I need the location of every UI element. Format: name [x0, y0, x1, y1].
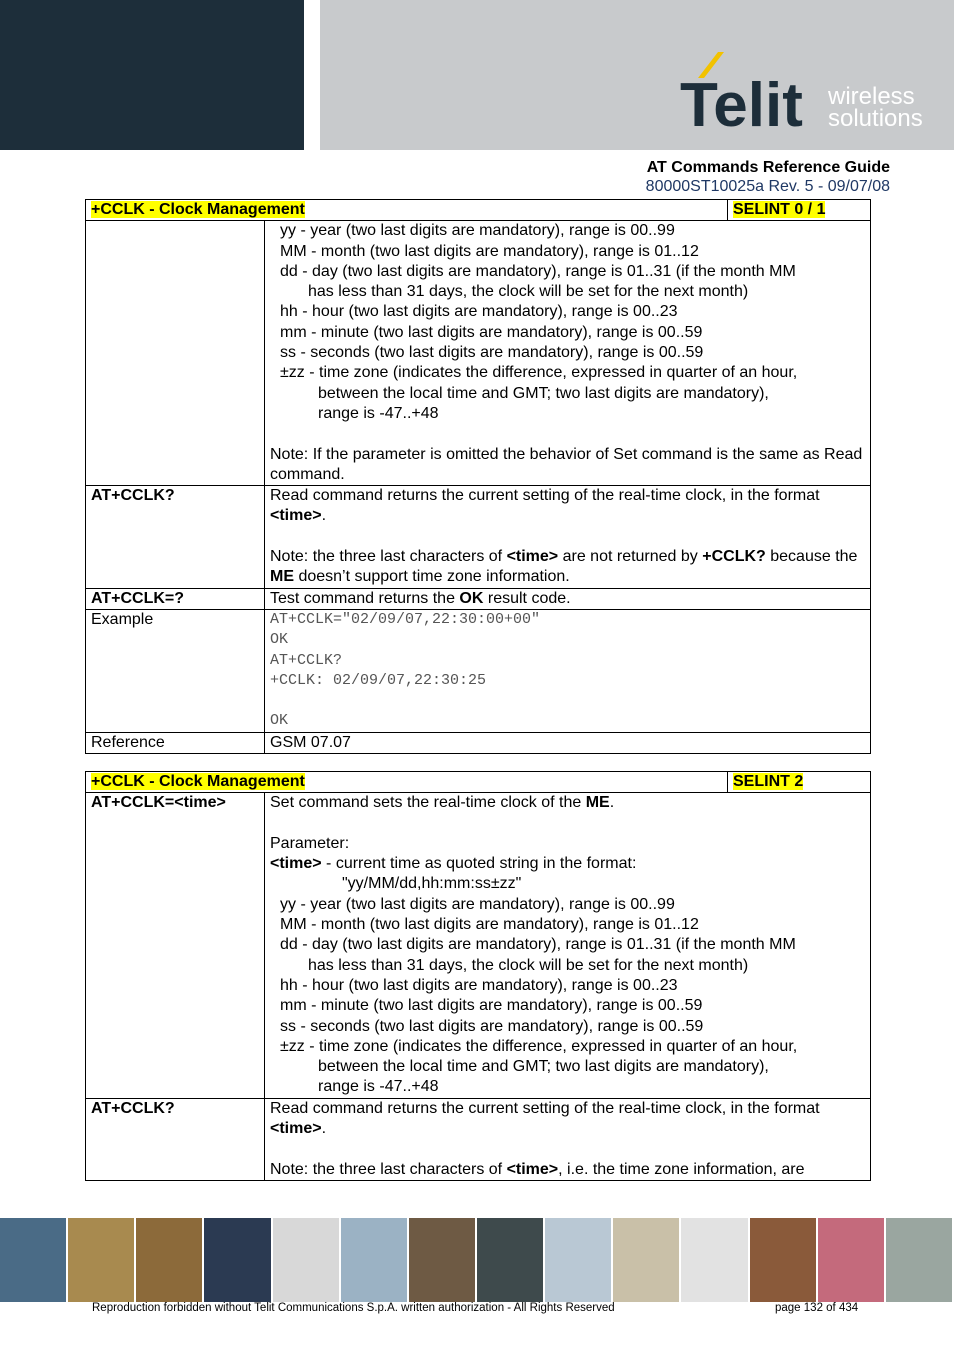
logo-tagline-2: solutions: [828, 105, 923, 132]
command-description: Set command sets the real-time clock of the ME.: [270, 794, 615, 812]
param-line: mm - minute (two last digits are mandatory), range is 00..59: [280, 323, 703, 341]
example-label: Example: [91, 610, 154, 628]
param-line: ±zz - time zone (indicates the difference, expressed in quarter of an hour,: [280, 1037, 798, 1055]
footer-photo: [477, 1218, 545, 1302]
command-description: Read command returns the current setting of the real-time clock, in the format <time>.: [270, 1099, 820, 1138]
param-line: between the local time and GMT; two last digits are mandatory),: [318, 1058, 769, 1076]
param-line: between the local time and GMT; two last digits are mandatory),: [318, 384, 769, 402]
command-name: AT+CCLK?: [91, 1099, 175, 1117]
table-header-row: [86, 200, 871, 221]
param-line: has less than 31 days, the clock will be set for the next month): [308, 283, 749, 301]
header-dark-panel: [0, 0, 304, 150]
param-line: ss - seconds (two last digits are mandatory), range is 00..59: [280, 1017, 704, 1035]
param-line: hh - hour (two last digits are mandatory), range is 00..23: [280, 303, 678, 321]
command-name: AT+CCLK=<time>: [91, 794, 226, 812]
param-line: ss - seconds (two last digits are mandatory), range is 00..59: [280, 344, 704, 362]
table-title: +CCLK - Clock Management: [91, 773, 305, 790]
footer-photo: [681, 1218, 749, 1302]
table-row: [86, 793, 871, 1098]
footer-photo: [750, 1218, 818, 1302]
param-line: ±zz - time zone (indicates the difference, expressed in quarter of an hour,: [280, 364, 798, 382]
command-name: AT+CCLK=?: [91, 589, 185, 607]
footer-photo: [613, 1218, 681, 1302]
selint-badge: SELINT 0 / 1: [733, 201, 826, 218]
telit-logo: [680, 48, 940, 138]
param-line: range is -47..+48: [318, 1078, 439, 1096]
footer-copyright: Reproduction forbidden without Telit Communications S.p.A. written authorization - All Rights Reserved: [92, 1302, 615, 1314]
param-line: yy - year (two last digits are mandatory), range is 00..99: [280, 895, 675, 913]
param-line: hh - hour (two last digits are mandatory), range is 00..23: [280, 976, 678, 994]
table-row: [86, 732, 871, 753]
param-line: yy - year (two last digits are mandatory), range is 00..99: [280, 222, 675, 240]
table-row: [86, 486, 871, 588]
param-line: MM - month (two last digits are mandatory), range is 01..12: [280, 916, 699, 934]
param-line: range is -47..+48: [318, 404, 439, 422]
example-line: AT+CCLK="02/09/07,22:30:00+00": [270, 610, 541, 628]
footer-photo: [341, 1218, 409, 1302]
footer-photo: [136, 1218, 204, 1302]
command-name: AT+CCLK?: [91, 487, 175, 505]
table-row: [86, 221, 871, 486]
param-line: mm - minute (two last digits are mandatory), range is 00..59: [280, 997, 703, 1015]
note: Note: the three last characters of <time>, i.e. the time zone information, are: [270, 1160, 805, 1178]
note: Note: the three last characters of <time> are not returned by +CCLK? because the ME doesn’t support time zone information.: [270, 548, 858, 586]
parameter-description: <time> - current time as quoted string in the format:: [270, 855, 637, 873]
footer-photo: [818, 1218, 886, 1302]
command-description: Test command returns the OK result code.: [265, 588, 871, 609]
table-row: [86, 1098, 871, 1180]
footer-photo-strip: [0, 1218, 954, 1302]
page-number: page 132 of 434: [775, 1302, 859, 1314]
example-line: OK: [270, 631, 289, 649]
parameter-format: "yy/MM/dd,hh:mm:ss±zz": [342, 875, 522, 893]
footer-photo: [204, 1218, 272, 1302]
parameter-label: Parameter:: [270, 834, 350, 852]
param-line: dd - day (two last digits are mandatory), range is 01..31 (if the month MM: [280, 936, 796, 954]
footer-photo: [0, 1218, 68, 1302]
footer-photo: [273, 1218, 341, 1302]
doc-title: AT Commands Reference Guide: [646, 159, 890, 176]
footer-photo: [68, 1218, 136, 1302]
footer-photo: [886, 1218, 954, 1302]
param-line: dd - day (two last digits are mandatory), range is 01..31 (if the month MM: [280, 262, 796, 280]
param-line: MM - month (two last digits are mandatory), range is 01..12: [280, 242, 699, 260]
footer-photo: [409, 1218, 477, 1302]
example-line: OK: [270, 712, 289, 730]
cclk-table-selint-0-1: [85, 199, 871, 754]
reference-value: GSM 07.07: [270, 733, 351, 751]
note: Note: If the parameter is omitted the behavior of Set command is the same as Read command.: [270, 445, 863, 483]
table-row: [86, 588, 871, 609]
example-line: AT+CCLK?: [270, 651, 343, 669]
param-line: has less than 31 days, the clock will be set for the next month): [308, 956, 749, 974]
example-line: +CCLK: 02/09/07,22:30:25: [270, 671, 487, 689]
command-description: Read command returns the current setting of the real-time clock, in the format <time>.: [270, 487, 820, 525]
table-header-row: [86, 772, 871, 793]
logo-brand: Telit: [680, 71, 803, 138]
table-row: [86, 609, 871, 732]
reference-label: Reference: [91, 733, 165, 751]
selint-badge: SELINT 2: [733, 773, 804, 790]
doc-revision: 80000ST10025a Rev. 5 - 09/07/08: [645, 178, 890, 195]
logo-tagline-1: wireless: [828, 83, 915, 110]
table-title: +CCLK - Clock Management: [91, 201, 305, 218]
cclk-table-selint-2: [85, 771, 871, 1181]
footer-photo: [545, 1218, 613, 1302]
